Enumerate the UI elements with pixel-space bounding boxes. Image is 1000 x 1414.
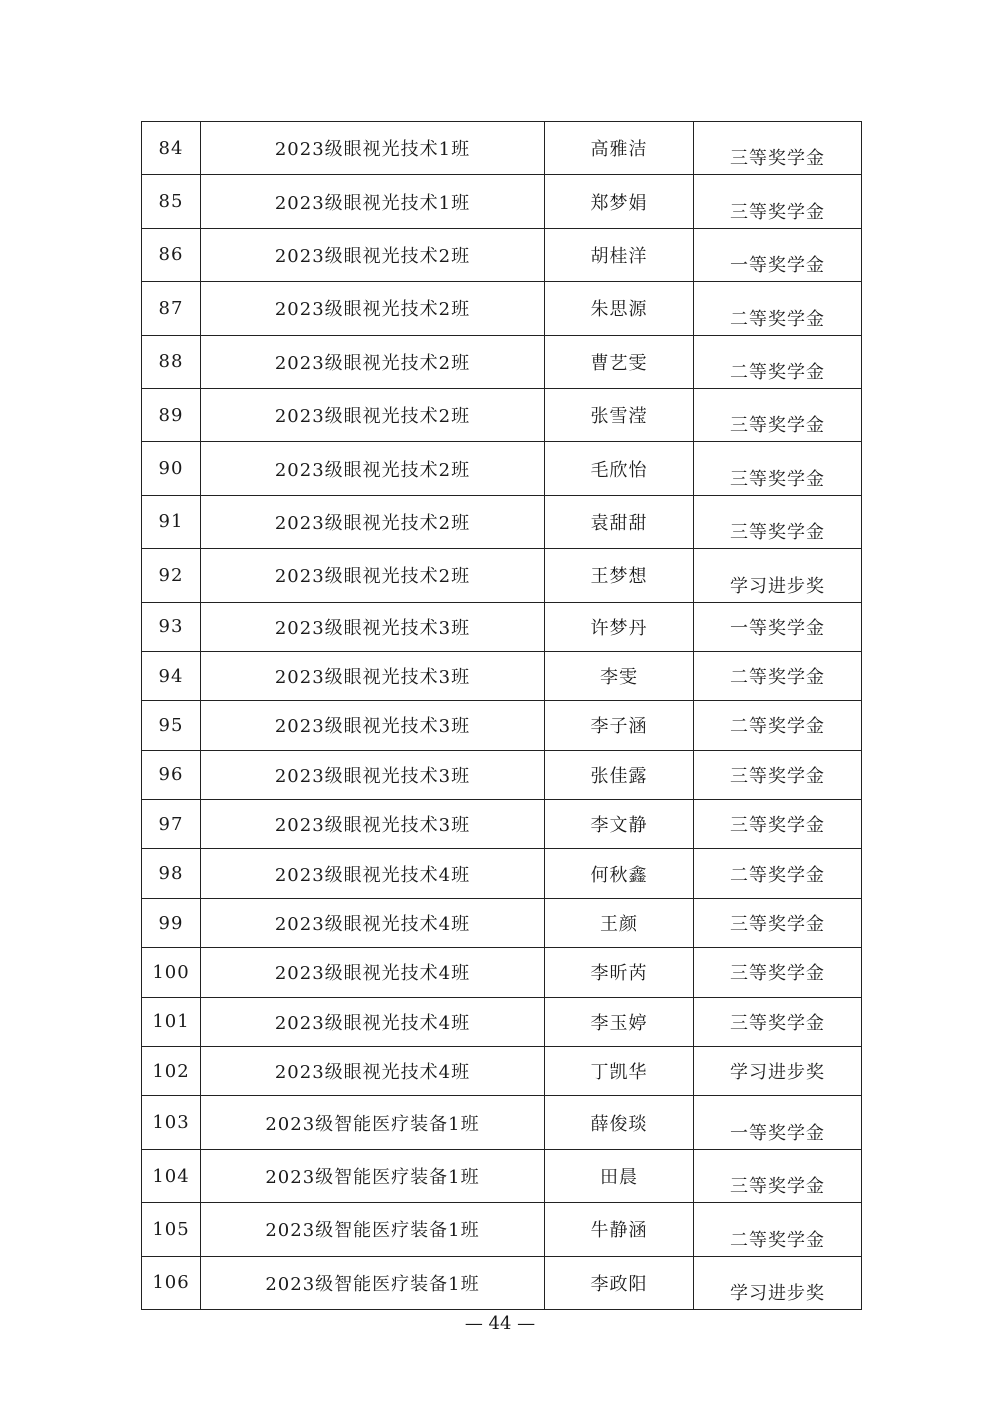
cell-student-name: 李玉婷 xyxy=(545,997,694,1046)
cell-award: 三等奖学金 xyxy=(694,800,862,849)
cell-serial-number: 94 xyxy=(142,651,201,700)
cell-class: 2023级眼视光技术2班 xyxy=(201,282,545,335)
table-row xyxy=(142,549,862,602)
cell-student-name: 郑梦娟 xyxy=(545,175,694,228)
cell-class: 2023级智能医疗装备1班 xyxy=(201,1149,545,1202)
cell-student-name: 曹艺雯 xyxy=(545,335,694,388)
cell-award: 三等奖学金 xyxy=(694,495,862,548)
table-row xyxy=(142,948,862,997)
cell-student-name: 高雅洁 xyxy=(545,122,694,175)
cell-class: 2023级眼视光技术4班 xyxy=(201,997,545,1046)
table-row xyxy=(142,750,862,799)
cell-class: 2023级眼视光技术4班 xyxy=(201,898,545,947)
cell-serial-number: 97 xyxy=(142,800,201,849)
cell-class: 2023级眼视光技术4班 xyxy=(201,1047,545,1096)
cell-serial-number: 100 xyxy=(142,948,201,997)
cell-award: 学习进步奖 xyxy=(694,1047,862,1096)
cell-serial-number: 92 xyxy=(142,549,201,602)
cell-award: 学习进步奖 xyxy=(694,1256,862,1309)
cell-student-name: 张佳露 xyxy=(545,750,694,799)
cell-award: 二等奖学金 xyxy=(694,1203,862,1256)
cell-award: 三等奖学金 xyxy=(694,948,862,997)
cell-student-name: 毛欣怡 xyxy=(545,442,694,495)
cell-award: 一等奖学金 xyxy=(694,602,862,651)
cell-serial-number: 99 xyxy=(142,898,201,947)
table-row xyxy=(142,335,862,388)
cell-serial-number: 96 xyxy=(142,750,201,799)
cell-student-name: 丁凯华 xyxy=(545,1047,694,1096)
cell-serial-number: 105 xyxy=(142,1203,201,1256)
cell-student-name: 何秋鑫 xyxy=(545,849,694,898)
cell-serial-number: 88 xyxy=(142,335,201,388)
cell-class: 2023级眼视光技术2班 xyxy=(201,335,545,388)
cell-award: 学习进步奖 xyxy=(694,549,862,602)
cell-student-name: 胡桂洋 xyxy=(545,228,694,281)
table-row xyxy=(142,282,862,335)
cell-student-name: 王颜 xyxy=(545,898,694,947)
cell-serial-number: 89 xyxy=(142,388,201,441)
table-row xyxy=(142,1096,862,1149)
table-row xyxy=(142,122,862,175)
award-table-body xyxy=(142,122,862,1310)
cell-class: 2023级眼视光技术2班 xyxy=(201,495,545,548)
cell-serial-number: 91 xyxy=(142,495,201,548)
cell-serial-number: 93 xyxy=(142,602,201,651)
cell-student-name: 李文静 xyxy=(545,800,694,849)
cell-student-name: 薛俊琰 xyxy=(545,1096,694,1149)
cell-student-name: 田晨 xyxy=(545,1149,694,1202)
table-row xyxy=(142,898,862,947)
cell-award: 三等奖学金 xyxy=(694,442,862,495)
page-number: — 44 — xyxy=(464,1313,536,1334)
cell-class: 2023级智能医疗装备1班 xyxy=(201,1256,545,1309)
cell-award: 三等奖学金 xyxy=(694,997,862,1046)
table-row xyxy=(142,228,862,281)
cell-student-name: 王梦想 xyxy=(545,549,694,602)
cell-serial-number: 86 xyxy=(142,228,201,281)
cell-serial-number: 95 xyxy=(142,701,201,750)
cell-serial-number: 101 xyxy=(142,997,201,1046)
table-row xyxy=(142,1256,862,1309)
cell-class: 2023级眼视光技术4班 xyxy=(201,948,545,997)
cell-student-name: 袁甜甜 xyxy=(545,495,694,548)
cell-class: 2023级智能医疗装备1班 xyxy=(201,1096,545,1149)
cell-class: 2023级眼视光技术2班 xyxy=(201,549,545,602)
cell-award: 二等奖学金 xyxy=(694,335,862,388)
table-row xyxy=(142,175,862,228)
cell-student-name: 许梦丹 xyxy=(545,602,694,651)
cell-serial-number: 102 xyxy=(142,1047,201,1096)
cell-award: 一等奖学金 xyxy=(694,1096,862,1149)
award-table xyxy=(141,121,862,1310)
cell-award: 三等奖学金 xyxy=(694,175,862,228)
table-row xyxy=(142,701,862,750)
cell-student-name: 李子涵 xyxy=(545,701,694,750)
cell-class: 2023级眼视光技术3班 xyxy=(201,701,545,750)
cell-class: 2023级眼视光技术1班 xyxy=(201,122,545,175)
cell-award: 一等奖学金 xyxy=(694,228,862,281)
cell-class: 2023级眼视光技术4班 xyxy=(201,849,545,898)
cell-student-name: 李雯 xyxy=(545,651,694,700)
cell-award: 二等奖学金 xyxy=(694,849,862,898)
table-row xyxy=(142,602,862,651)
cell-award: 二等奖学金 xyxy=(694,651,862,700)
cell-award: 三等奖学金 xyxy=(694,388,862,441)
cell-serial-number: 90 xyxy=(142,442,201,495)
table-row xyxy=(142,1203,862,1256)
table-row xyxy=(142,800,862,849)
table-row xyxy=(142,1149,862,1202)
cell-student-name: 朱思源 xyxy=(545,282,694,335)
cell-class: 2023级眼视光技术3班 xyxy=(201,651,545,700)
table-row xyxy=(142,1047,862,1096)
table-row xyxy=(142,388,862,441)
cell-serial-number: 103 xyxy=(142,1096,201,1149)
table-row xyxy=(142,849,862,898)
cell-award: 三等奖学金 xyxy=(694,122,862,175)
cell-student-name: 牛静涵 xyxy=(545,1203,694,1256)
cell-award: 三等奖学金 xyxy=(694,898,862,947)
cell-award: 二等奖学金 xyxy=(694,282,862,335)
cell-student-name: 张雪滢 xyxy=(545,388,694,441)
cell-class: 2023级眼视光技术3班 xyxy=(201,800,545,849)
cell-award: 三等奖学金 xyxy=(694,1149,862,1202)
cell-class: 2023级眼视光技术2班 xyxy=(201,442,545,495)
cell-class: 2023级眼视光技术3班 xyxy=(201,750,545,799)
cell-serial-number: 85 xyxy=(142,175,201,228)
cell-serial-number: 106 xyxy=(142,1256,201,1309)
cell-class: 2023级智能医疗装备1班 xyxy=(201,1203,545,1256)
cell-class: 2023级眼视光技术2班 xyxy=(201,388,545,441)
table-row xyxy=(142,495,862,548)
table-row xyxy=(142,997,862,1046)
cell-serial-number: 104 xyxy=(142,1149,201,1202)
cell-serial-number: 98 xyxy=(142,849,201,898)
cell-student-name: 李政阳 xyxy=(545,1256,694,1309)
cell-class: 2023级眼视光技术3班 xyxy=(201,602,545,651)
cell-class: 2023级眼视光技术1班 xyxy=(201,175,545,228)
cell-award: 三等奖学金 xyxy=(694,750,862,799)
table-row xyxy=(142,651,862,700)
table-row xyxy=(142,442,862,495)
cell-serial-number: 87 xyxy=(142,282,201,335)
cell-award: 二等奖学金 xyxy=(694,701,862,750)
cell-class: 2023级眼视光技术2班 xyxy=(201,228,545,281)
cell-student-name: 李昕芮 xyxy=(545,948,694,997)
cell-serial-number: 84 xyxy=(142,122,201,175)
